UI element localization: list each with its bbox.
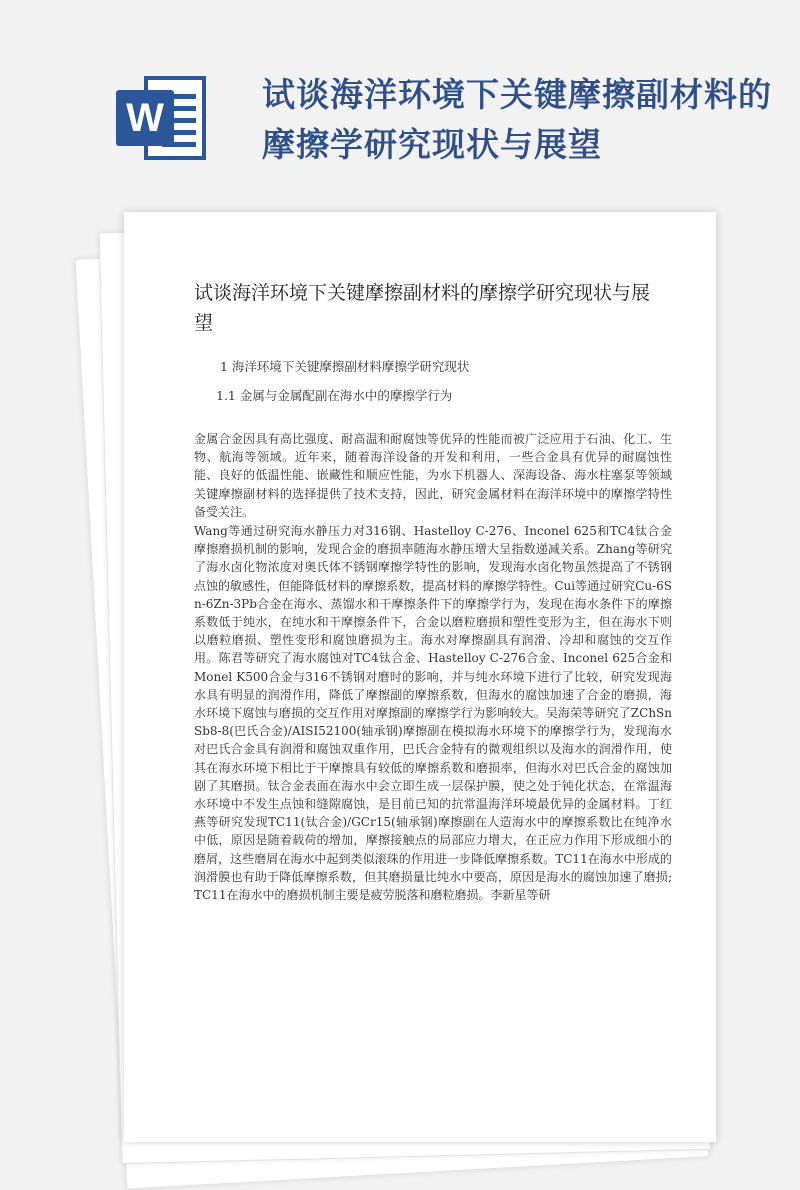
- header: [0, 0, 800, 200]
- document-title: 试谈海洋环境下关键摩擦副材料的摩擦学研究现状与展望: [194, 282, 651, 334]
- paragraph-1: 金属合金因具有高比强度、耐高温和耐腐蚀等优异的性能而被广泛应用于石油、化工、生物、航海等领域。近年来，随着海洋设备的开发和利用，一些合金具有优异的耐腐蚀性能、良好的低温性能、嵌藏性和顺应性能，为水下机器人、深海设备、海水柱塞泵等领域关键摩擦副材料的选择提供了技术支持，因此，研究金属材料在海洋环境中的摩擦学特性备受关注。: [194, 432, 672, 519]
- section-heading: 1 海洋环境下关键摩擦副材料摩擦学研究现状: [220, 359, 470, 374]
- word-document-icon: [112, 72, 212, 164]
- subsection-heading: 1.1 金属与金属配副在海水中的摩擦学行为: [216, 388, 453, 403]
- word-logo-letter: W: [126, 96, 164, 140]
- paragraph-2: Wang等通过研究海水静压力对316钢、Hastelloy C-276、Inconel 625和TC4钛合金摩擦磨损机制的影响，发现合金的磨损率随海水静压增大呈指数递减关系。Zhang等研究了海水卤化物浓度对奥氏体不锈钢摩擦学特性的影响，发现海水卤化物虽然提高了不锈钢点蚀的敏感性，但能降低材料的摩擦系数，提高材料的摩擦学特性。Cui等通过研究Cu-6Sn-6Zn-3Pb合金在海水、蒸馏水和干摩擦条件下的摩擦学行为，发现在海水条件下的摩擦系数低于纯水，在纯水和干摩擦条件下，合金以磨粒磨损和塑性变形为主，但在海水下则以磨粒磨损、塑性变形和腐蚀磨损为主。海水对摩擦副具有润滑、冷却和腐蚀的交互作用。陈君等研究了海水腐蚀对TC4钛合金、Hastelloy C-276合金、Inconel 625合金和Monel K500合金与316不锈钢对磨时的影响，并与纯水环境下进行了比较，研究发现海水具有明显的润滑作用，降低了摩擦副的摩擦系数，但海水的腐蚀加速了合金的磨损，海水环境下腐蚀与磨损的交互作用对摩擦副的摩擦学行为影响较大。吴海荣等研究了ZChSnSb8-8(巴氏合金)/AISI52100(轴承钢)摩擦副在模拟海水环境下的摩擦学行为，发现海水对巴氏合金具有润滑和腐蚀双重作用，巴氏合金特有的微观组织以及海水的润滑作用，使其在海水环境下相比于干摩擦具有较低的摩擦系数和磨损率，但海水对巴氏合金的腐蚀加剧了其磨损。钛合金表面在海水中会立即生成一层保护膜，使之处于钝化状态，在常温海水环境中不发生点蚀和缝隙腐蚀，是目前已知的抗常温海洋环境最优异的金属材料。丁红燕等研究发现TC11(钛合金)/GCr15(轴承钢)摩擦副在人造海水中的摩擦系数比在纯净水中低，原因是随着载荷的增加，摩擦接触点的局部应力增大，在正应力作用下形成细小的磨屑，这些磨屑在海水中起到类似滚珠的作用进一步降低摩擦系数。TC11在海水中形成的润滑膜也有助于降低摩擦系数，但其磨损量比纯水中要高，原因是海水的腐蚀加速了磨损;TC11在海水中的磨损机制主要是疲劳脱落和磨粒磨损。李新星等研: [194, 524, 672, 903]
- document-page: [124, 212, 716, 1142]
- header-title: 试谈海洋环境下关键摩擦副材料的摩擦学研究现状与展望: [262, 75, 772, 164]
